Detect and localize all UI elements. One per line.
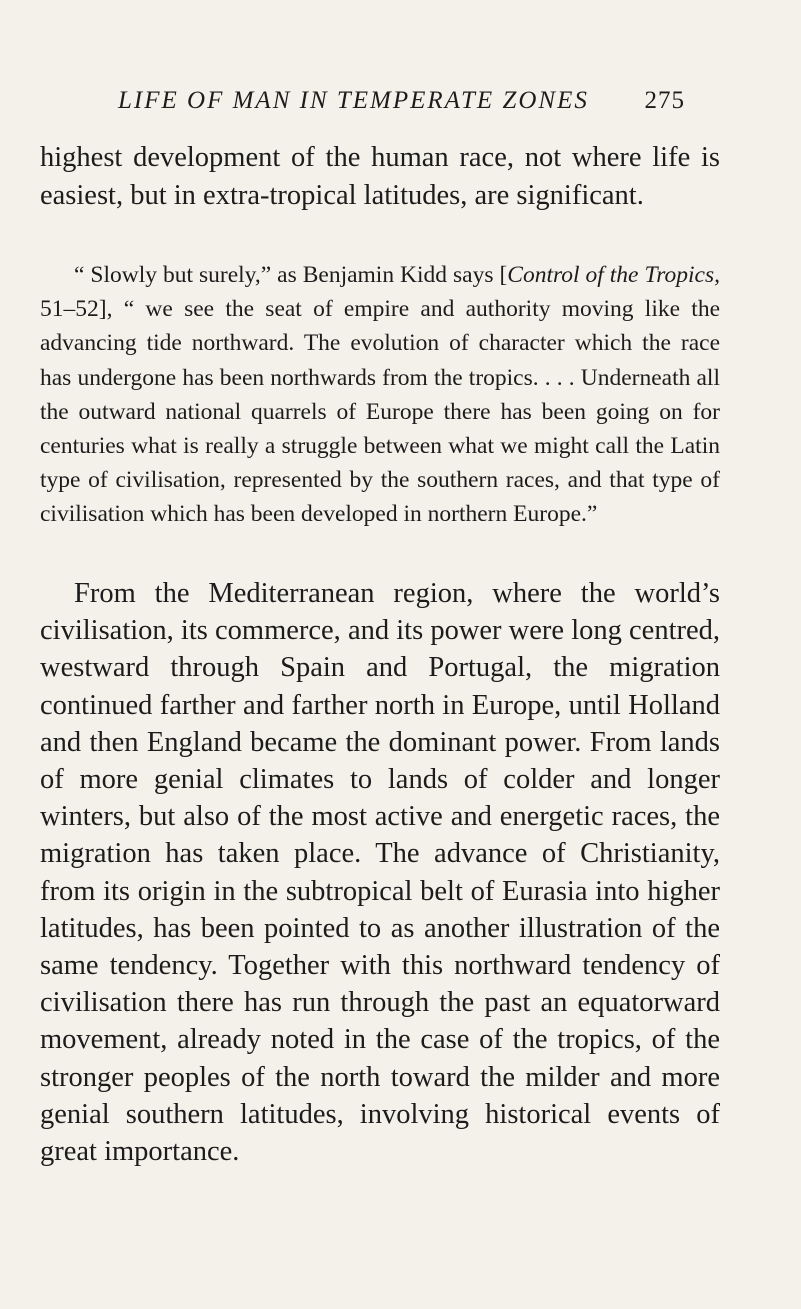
quotation-source-title: Control of the Tropics, (507, 262, 720, 288)
paragraph-continuation: highest development of the human race, not where life is easiest, but in extra-tropical latitudes, are significant. (40, 142, 720, 211)
running-head (118, 84, 685, 118)
kidd-quotation (40, 258, 720, 532)
running-head-title: LIFE OF MAN IN TEMPERATE ZONES (118, 87, 589, 114)
quotation-text: “ we see the seat of empire and authority moving like the advancing tide northward. The evolution of character which the race has undergone has been northwards from the tropics. . . . Underneath all the outward national quarrels of Europe there has been going on for centuries what is really a struggle between what we might call the Latin type of civilisation, represented by the southern races, and that type of civilisation which has been developed in northern Europe.” (40, 296, 721, 528)
quotation-pages: 51–52], (40, 296, 124, 323)
paragraph-migration: From the Mediterranean region, where the world’s civilisation, its commerce, and its power were long centred, westward through Spain and Portugal, the migration continued farther and farther north in Europe, until Holland and then England became the dominant power. From lands of more genial climates to lands of colder and longer winters, but also of the most active and energetic races, the migration has taken place. The advance of Christianity, from its origin in the subtropical belt of Eurasia into higher latitudes, has been pointed to as another illustration of the same tendency. Together with this northward tendency of civilisation there has run through the past an equatorward movement, already noted in the case of the tropics, of the stronger peoples of the north toward the milder and more genial southern latitudes, involving historical events of great importance. (40, 578, 720, 1168)
page-number: 275 (644, 87, 685, 114)
quotation-lead: “ Slowly but surely,” as Benjamin Kidd says [ (74, 262, 508, 288)
